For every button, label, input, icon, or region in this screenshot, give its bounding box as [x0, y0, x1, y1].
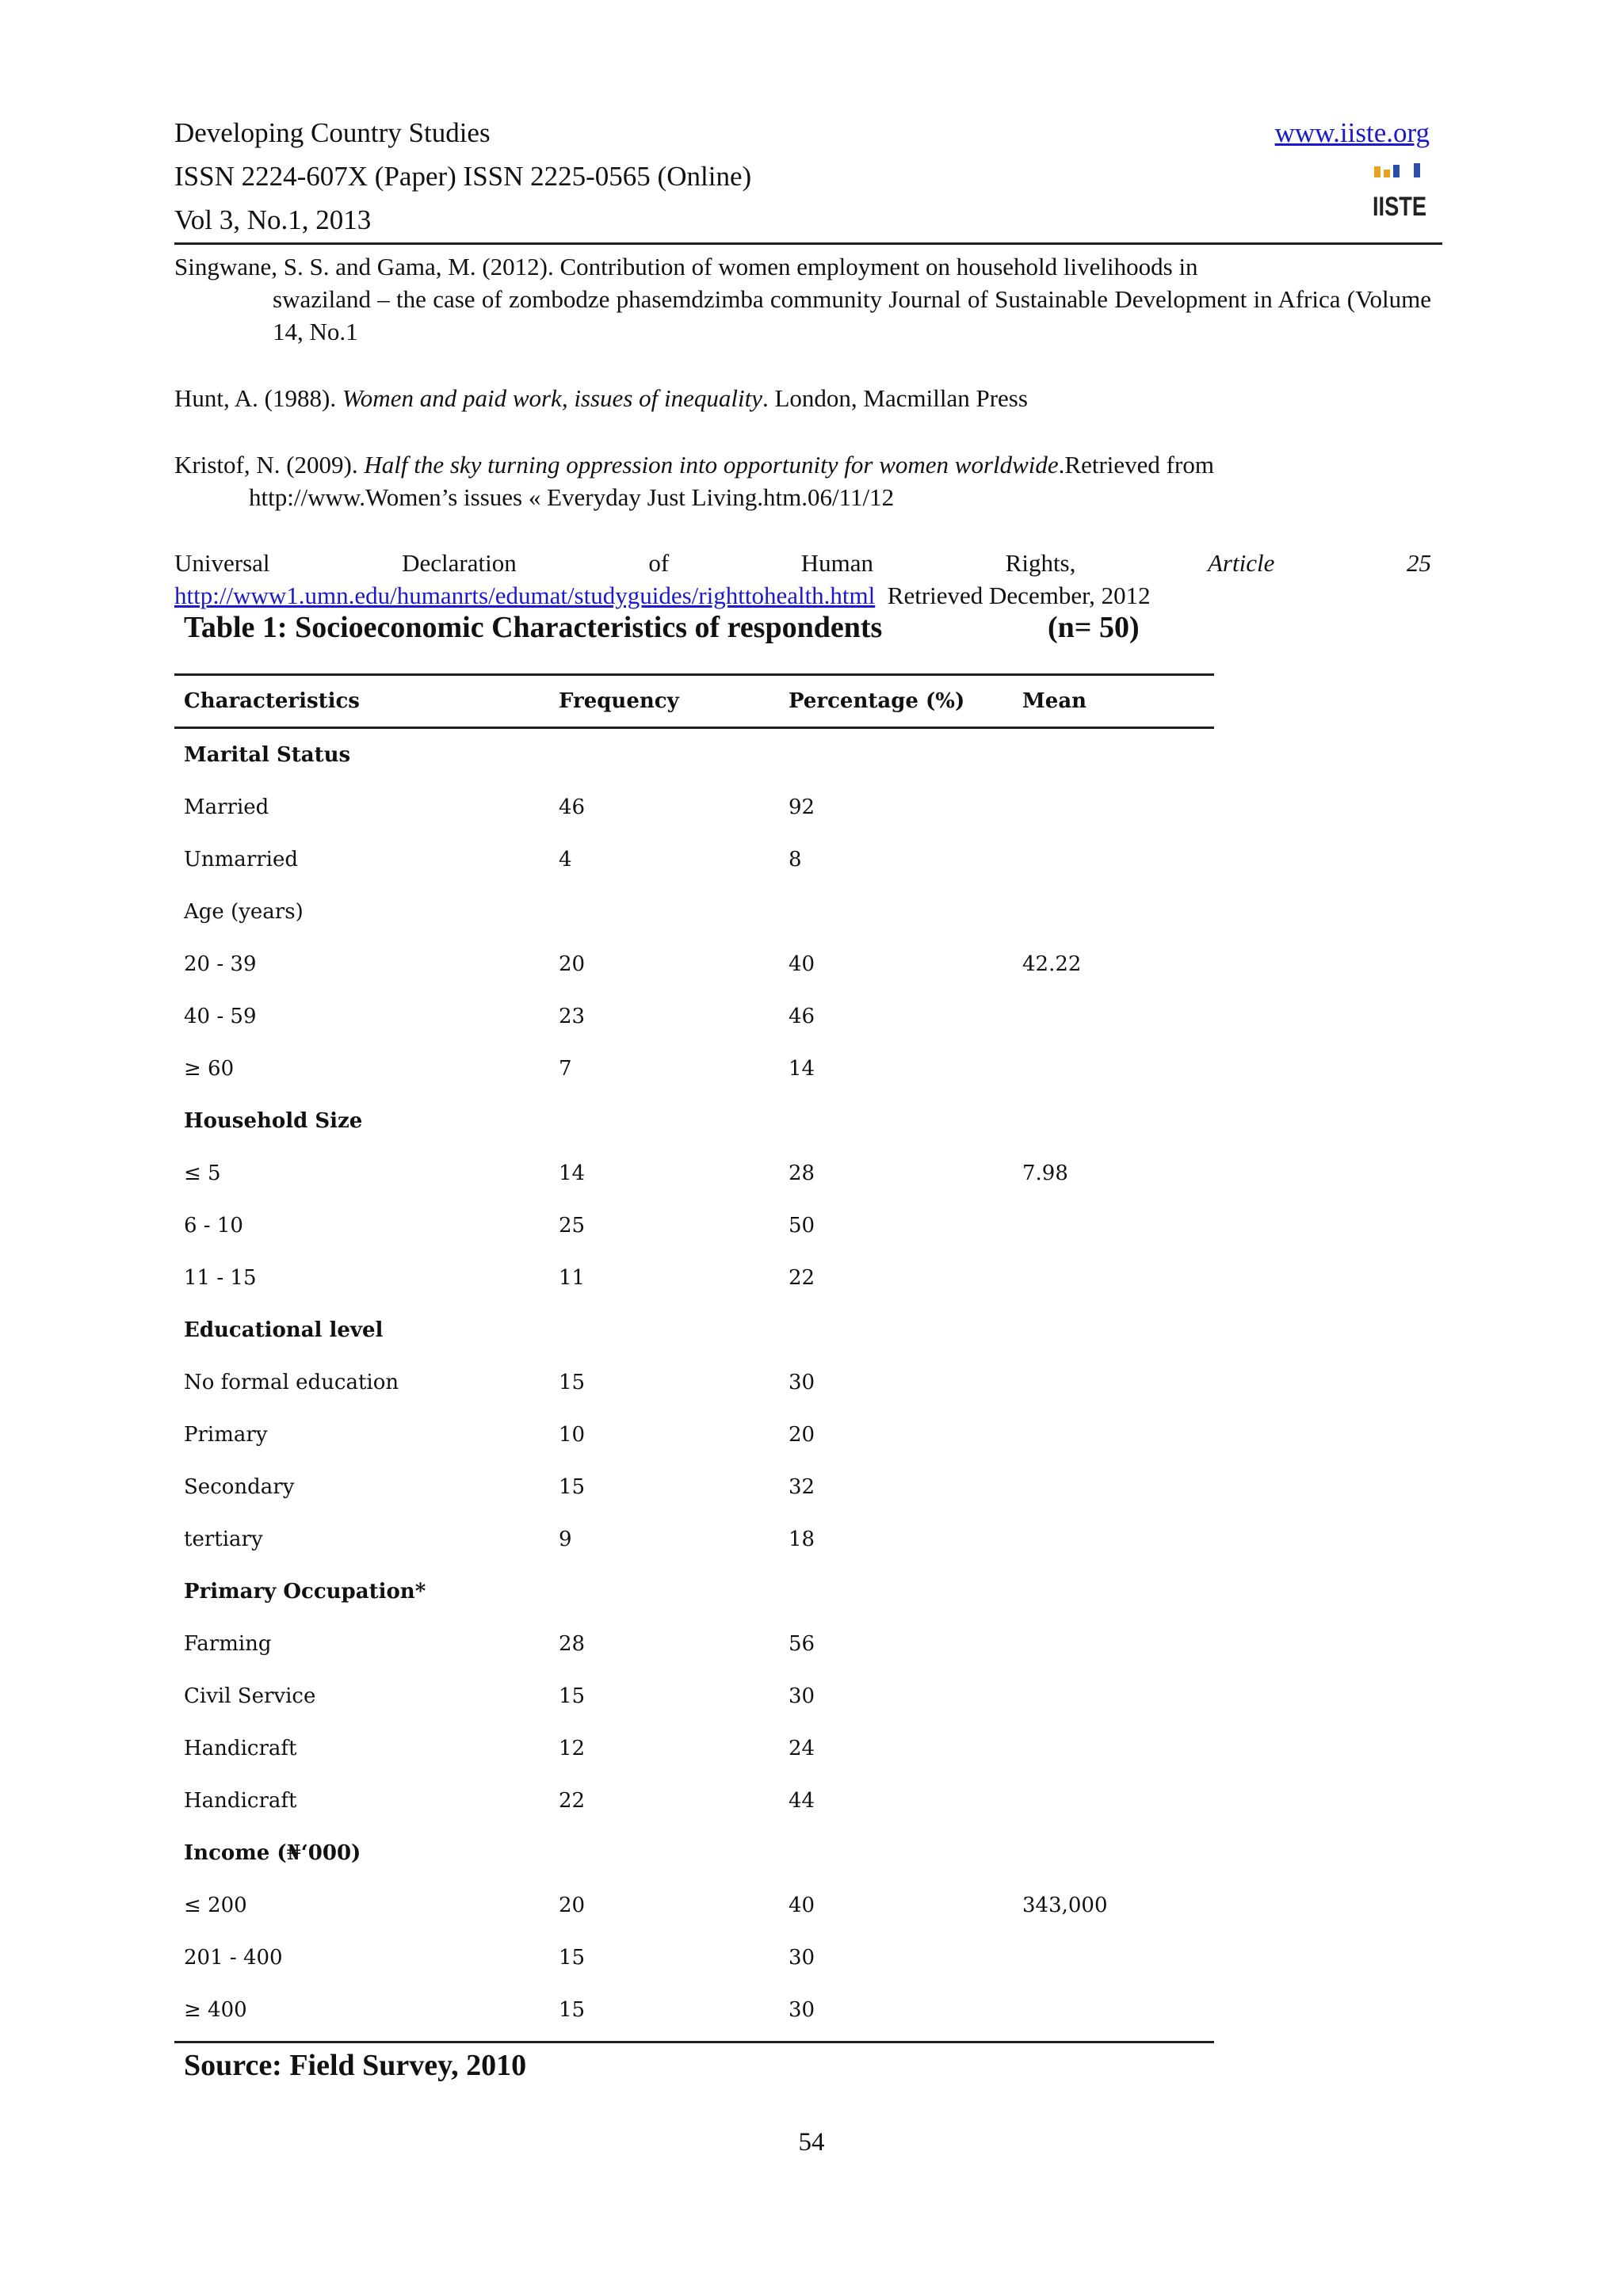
row-label: Primary — [184, 1423, 268, 1447]
frequency-cell: 10 — [559, 1423, 586, 1447]
section-label: Income (₦‘000) — [184, 1841, 361, 1865]
word: Article — [1207, 549, 1275, 577]
table-sample-size: (n= 50) — [1048, 611, 1140, 644]
table-section-row — [174, 1566, 1214, 1618]
percentage-cell: 20 — [789, 1423, 815, 1447]
row-label: ≥ 400 — [184, 1998, 247, 2022]
issn-line: ISSN 2224-607X (Paper) ISSN 2225-0565 (Online) — [174, 161, 752, 192]
reference-title: Half the sky turning oppression into opportunity for women worldwide — [364, 451, 1059, 479]
frequency-cell: 14 — [559, 1161, 586, 1185]
table-row — [174, 990, 1214, 1043]
frequency-cell: 11 — [559, 1266, 586, 1290]
frequency-cell: 9 — [559, 1527, 572, 1551]
table-row — [174, 1461, 1214, 1513]
table-row — [174, 1043, 1214, 1095]
frequency-cell: 25 — [559, 1214, 586, 1238]
table-row — [174, 938, 1214, 990]
word: Universal — [174, 549, 270, 577]
percentage-cell: 40 — [789, 1894, 815, 1917]
table-row — [174, 1356, 1214, 1409]
table-bottom-rule — [174, 2041, 1214, 2043]
table-section-row — [174, 729, 1214, 781]
percentage-cell: 8 — [789, 848, 802, 871]
frequency-cell: 28 — [559, 1632, 586, 1656]
table-row — [174, 1932, 1214, 1984]
table-row — [174, 1252, 1214, 1304]
frequency-cell: 20 — [559, 1894, 586, 1917]
row-label: ≤ 200 — [184, 1894, 247, 1917]
percentage-cell: 40 — [789, 952, 815, 976]
reference-kristof — [174, 448, 1431, 513]
reference-udhr — [174, 547, 1431, 612]
reference-title: Women and paid work, issues of inequality — [342, 384, 762, 412]
svg-text:IISTE: IISTE — [1373, 192, 1426, 222]
percentage-cell: 92 — [789, 795, 815, 819]
reference-retrieved: .Retrieved from — [1058, 451, 1214, 479]
percentage-cell: 30 — [789, 1946, 815, 1970]
word: Declaration — [402, 549, 517, 577]
word: Rights, — [1005, 549, 1076, 577]
table-section-row — [174, 1304, 1214, 1356]
frequency-cell: 20 — [559, 952, 586, 976]
iiste-logo — [1373, 163, 1428, 220]
mean-cell: 343,000 — [1022, 1894, 1108, 1917]
frequency-cell: 12 — [559, 1737, 586, 1760]
table-source: Source: Field Survey, 2010 — [184, 2049, 527, 2082]
row-label: Handicraft — [184, 1789, 297, 1813]
row-label: Age (years) — [184, 900, 304, 924]
frequency-cell: 15 — [559, 1371, 586, 1394]
section-label: Marital Status — [184, 743, 351, 767]
row-label: Secondary — [184, 1475, 295, 1499]
reference-retrieved: Retrieved December, 2012 — [875, 582, 1151, 609]
header-rule — [174, 242, 1442, 245]
website-link[interactable]: www.iiste.org — [1274, 117, 1430, 148]
table-row — [174, 1722, 1214, 1775]
table-row — [174, 781, 1214, 833]
percentage-cell: 14 — [789, 1057, 815, 1081]
row-label: ≥ 60 — [184, 1057, 235, 1081]
table-section-row — [174, 1827, 1214, 1879]
row-label: Farming — [184, 1632, 272, 1656]
percentage-cell: 50 — [789, 1214, 815, 1238]
row-label: 6 - 10 — [184, 1214, 243, 1238]
section-label: Primary Occupation* — [184, 1580, 426, 1604]
row-label: Handicraft — [184, 1737, 297, 1760]
mean-cell: 7.98 — [1022, 1161, 1068, 1185]
percentage-cell: 46 — [789, 1005, 815, 1028]
percentage-cell: 30 — [789, 1684, 815, 1708]
page-number: 54 — [798, 2128, 825, 2157]
reference-continuation: swaziland – the case of zombodze phasemdzimba community Journal of Sustainable Development in Africa (Volume 14, No.1 — [273, 285, 1431, 345]
word: Human — [800, 549, 874, 577]
column-header: Percentage (%) — [789, 689, 965, 713]
row-label: 11 - 15 — [184, 1266, 257, 1290]
table-row — [174, 1670, 1214, 1722]
table-row — [174, 1199, 1214, 1252]
table-row — [174, 886, 1214, 938]
frequency-cell: 46 — [559, 795, 586, 819]
frequency-cell: 15 — [559, 1998, 586, 2022]
reference-hunt — [174, 382, 1431, 414]
percentage-cell: 30 — [789, 1998, 815, 2022]
table-title: Table 1: Socioeconomic Characteristics of respondents — [184, 611, 883, 644]
socioeconomic-table — [174, 673, 1214, 2083]
table-row — [174, 1775, 1214, 1827]
table-row — [174, 1409, 1214, 1461]
table-row — [174, 1147, 1214, 1199]
frequency-cell: 22 — [559, 1789, 586, 1813]
percentage-cell: 56 — [789, 1632, 815, 1656]
section-label: Educational level — [184, 1318, 384, 1342]
frequency-cell: 7 — [559, 1057, 572, 1081]
row-label: 201 - 400 — [184, 1946, 283, 1970]
table-body — [174, 729, 1214, 2036]
journal-title: Developing Country Studies — [174, 117, 491, 148]
percentage-cell: 28 — [789, 1161, 815, 1185]
reference-continuation: http://www.Women’s issues « Everyday Just Living.htm.06/11/12 — [249, 483, 895, 511]
row-label: Married — [184, 795, 269, 819]
reference-line — [174, 547, 1431, 579]
table-row — [174, 1984, 1214, 2036]
reference-author: Kristof, N. (2009). — [174, 451, 365, 479]
row-label: Civil Service — [184, 1684, 316, 1708]
frequency-cell: 4 — [559, 848, 572, 871]
row-label: 40 - 59 — [184, 1005, 257, 1028]
column-header: Characteristics — [184, 689, 360, 713]
reference-publisher: . London, Macmillan Press — [762, 384, 1028, 412]
table-header-row — [174, 676, 1214, 727]
word: of — [648, 549, 670, 577]
frequency-cell: 15 — [559, 1684, 586, 1708]
word: 25 — [1406, 549, 1431, 577]
percentage-cell: 24 — [789, 1737, 815, 1760]
frequency-cell: 23 — [559, 1005, 586, 1028]
reference-line: Singwane, S. S. and Gama, M. (2012). Contribution of women employment on household livelihoods in — [174, 253, 1198, 280]
table-section-row — [174, 1095, 1214, 1147]
percentage-cell: 32 — [789, 1475, 815, 1499]
percentage-cell: 44 — [789, 1789, 815, 1813]
row-label: No formal education — [184, 1371, 399, 1394]
row-label: Unmarried — [184, 848, 299, 871]
column-header: Frequency — [559, 689, 679, 713]
section-label: Household Size — [184, 1109, 363, 1133]
reference-singwane — [174, 250, 1431, 348]
table-row — [174, 833, 1214, 886]
reference-author: Hunt, A. (1988). — [174, 384, 342, 412]
row-label: ≤ 5 — [184, 1161, 221, 1185]
percentage-cell: 18 — [789, 1527, 815, 1551]
frequency-cell: 15 — [559, 1475, 586, 1499]
udhr-url-link[interactable]: http://www1.umn.edu/humanrts/edumat/studyguides/righttohealth.html — [174, 582, 876, 609]
frequency-cell: 15 — [559, 1946, 586, 1970]
table-row — [174, 1618, 1214, 1670]
percentage-cell: 30 — [789, 1371, 815, 1394]
mean-cell: 42.22 — [1022, 952, 1082, 976]
column-header: Mean — [1022, 689, 1087, 713]
volume-line: Vol 3, No.1, 2013 — [174, 204, 372, 235]
table-row — [174, 1513, 1214, 1566]
row-label: 20 - 39 — [184, 952, 257, 976]
table-row — [174, 1879, 1214, 1932]
percentage-cell: 22 — [789, 1266, 815, 1290]
row-label: tertiary — [184, 1527, 263, 1551]
